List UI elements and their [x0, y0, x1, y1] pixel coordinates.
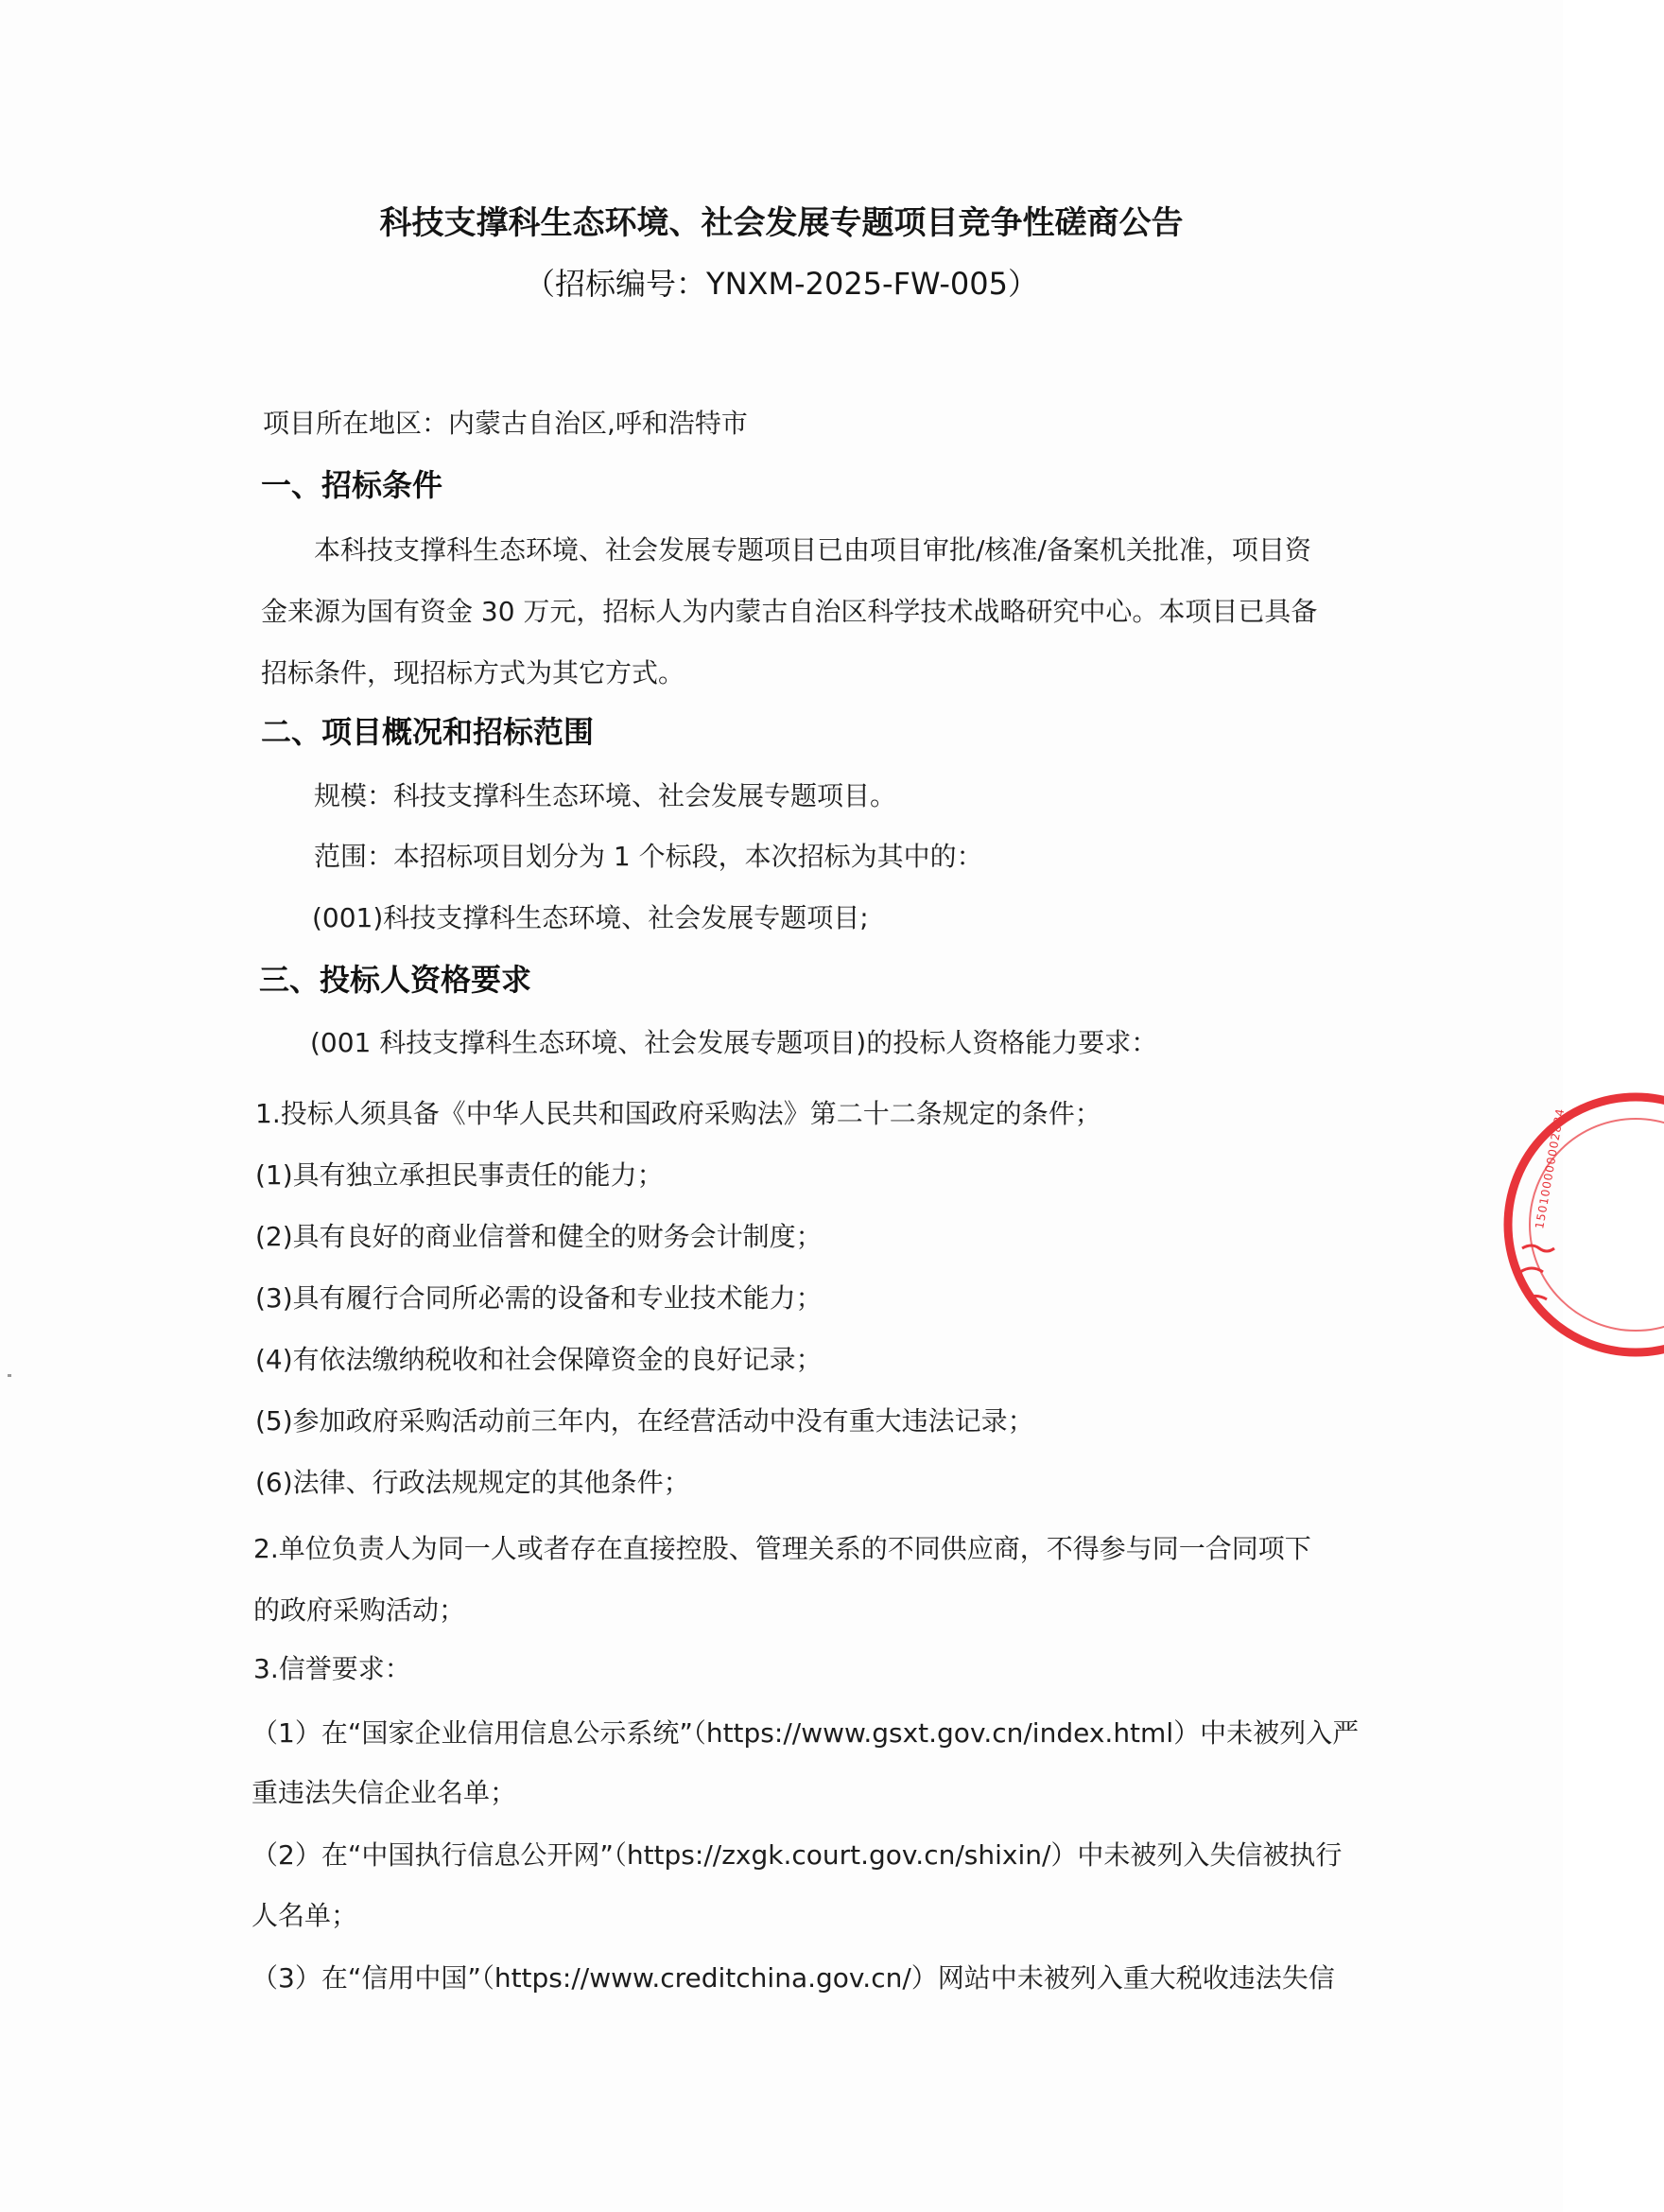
paragraph-line: 范围：本招标项目划分为 1 个标段，本次招标为其中的：	[314, 841, 983, 872]
paragraph-line: (6)法律、行政法规规定的其他条件；	[255, 1467, 690, 1498]
document-title: 科技支撑科生态环境、社会发展专题项目竞争性磋商公告	[379, 204, 1184, 242]
paragraph-line: (5)参加政府采购活动前三年内，在经营活动中没有重大违法记录；	[255, 1405, 1034, 1437]
paragraph-line: (2)具有良好的商业信誉和健全的财务会计制度；	[255, 1221, 823, 1252]
paragraph-line: 2.单位负责人为同一人或者存在直接控股、管理关系的不同供应商，不得参与同一合同项下	[253, 1533, 1311, 1564]
paragraph-line: 重违法失信企业名单；	[251, 1777, 517, 1808]
paragraph-line: 的政府采购活动；	[253, 1594, 466, 1626]
section-heading-bidder-qualifications: 三、投标人资格要求	[259, 962, 532, 998]
paragraph-line: 规模：科技支撑科生态环境、社会发展专题项目。	[314, 780, 897, 811]
paragraph-line: 本科技支撑科生态环境、社会发展专题项目已由项目审批/核准/备案机关批准，项目资	[314, 534, 1311, 566]
paragraph-line: 金来源为国有资金 30 万元，招标人为内蒙古自治区科学技术战略研究中心。本项目已具备	[261, 596, 1318, 627]
paragraph-line: 人名单；	[251, 1900, 358, 1931]
paragraph-line: 招标条件，现招标方式为其它方式。	[261, 657, 685, 688]
paragraph-line: (4)有依法缴纳税收和社会保障资金的良好记录；	[255, 1344, 823, 1375]
paragraph-line: （3）在“信用中国”（https://www.creditchina.gov.cn/）网站中未被列入重大税收违法失信	[251, 1962, 1335, 1994]
paragraph-line: （1）在“国家企业信用信息公示系统”（https://www.gsxt.gov.cn/index.html）中未被列入严	[251, 1717, 1360, 1749]
scan-mark	[8, 1374, 11, 1377]
paragraph-line: (001)科技支撑科生态环境、社会发展专题项目;	[312, 902, 869, 933]
tender-code: （招标编号：YNXM-2025-FW-005）	[525, 266, 1038, 302]
paragraph-line: 1.投标人须具备《中华人民共和国政府采购法》第二十二条规定的条件；	[255, 1098, 1101, 1129]
section-heading-project-overview: 二、项目概况和招标范围	[261, 714, 595, 750]
paragraph-line: (1)具有独立承担民事责任的能力；	[255, 1159, 664, 1191]
project-region: 项目所在地区：内蒙古自治区,呼和浩特市	[263, 408, 748, 439]
paragraph-line: (3)具有履行合同所必需的设备和专业技术能力；	[255, 1282, 823, 1314]
paragraph-line: （2）在“中国执行信息公开网”（https://zxgk.court.gov.cn/shixin/）中未被列入失信被执行	[251, 1839, 1343, 1871]
paragraph-line: (001 科技支撑科生态环境、社会发展专题项目)的投标人资格能力要求：	[310, 1027, 1158, 1058]
section-heading-bidding-conditions: 一、招标条件	[261, 467, 443, 503]
seal-number: 150100000002884	[1533, 1106, 1568, 1230]
official-seal-icon	[1494, 1088, 1664, 1362]
paragraph-line: 3.信誉要求：	[253, 1653, 411, 1684]
